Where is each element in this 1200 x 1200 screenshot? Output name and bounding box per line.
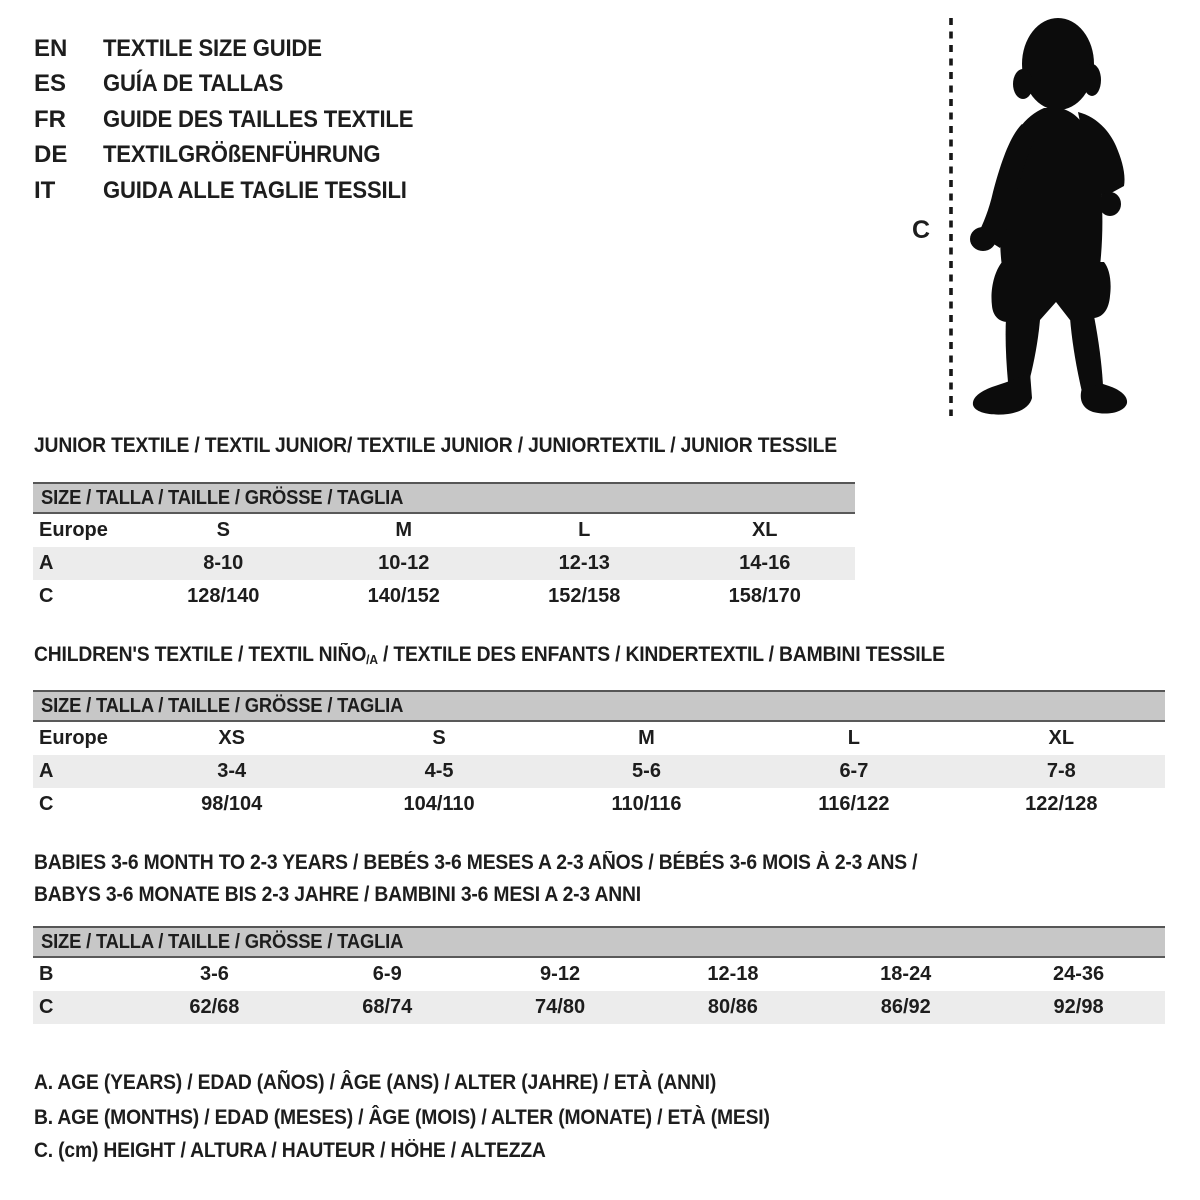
language-code: DE <box>34 141 68 169</box>
junior-title-text: JUNIOR TEXTILE / TEXTIL JUNIOR/ TEXTILE JUNIOR / JUNIORTEXTIL / JUNIOR TESSILE <box>34 434 837 457</box>
age-cell: 7-8 <box>1046 760 1076 782</box>
language-code: IT <box>34 176 56 204</box>
row-label: B <box>39 963 54 985</box>
children-size-table <box>33 690 1165 821</box>
age-months-row <box>33 958 1165 991</box>
size-header-label: SIZE / TALLA / TAILLE / GRÖSSE / TAGLIA <box>41 487 404 509</box>
height-measure-label: C <box>912 216 931 244</box>
row-label: C <box>39 996 54 1018</box>
language-row-fr <box>34 102 440 138</box>
babies-size-table <box>33 926 1165 1024</box>
size-cell: L <box>578 519 591 541</box>
language-row-es <box>34 67 440 103</box>
babies-section-title-line1 <box>34 851 994 875</box>
guide-title: GUIDA ALLE TAGLIE TESSILI <box>103 176 407 204</box>
age-cell: 4-5 <box>424 760 454 782</box>
language-code: FR <box>34 105 66 133</box>
age-cell: 12-18 <box>707 963 759 985</box>
language-code: ES <box>34 70 67 98</box>
age-cell: 24-36 <box>1052 963 1105 985</box>
size-cell: XS <box>218 727 246 749</box>
height-cm-row <box>33 991 1165 1024</box>
age-cell: 8-10 <box>203 552 244 574</box>
row-label: A <box>39 760 54 782</box>
baby-silhouette <box>970 18 1127 415</box>
babies-title-text-line1: BABIES 3-6 MONTH TO 2-3 YEARS / BEBÉS 3-6 MESES A 2-3 AÑOS / BÉBÉS 3-6 MOIS À 2-3 ANS / <box>34 851 918 874</box>
junior-size-table <box>33 482 855 613</box>
guide-title: GUIDE DES TAILLES TEXTILE <box>103 105 414 133</box>
babies-section-title-line2 <box>34 883 694 907</box>
height-cell: 86/92 <box>880 996 931 1018</box>
row-label: Europe <box>39 727 108 749</box>
age-cell: 9-12 <box>540 963 581 985</box>
children-title-suffix: /A <box>366 652 378 667</box>
age-cell: 3-4 <box>217 760 247 782</box>
language-code: EN <box>34 34 68 62</box>
legend-age-years-text: A. AGE (YEARS) / EDAD (AÑOS) / ÂGE (ANS) / ALTER (JAHRE) / ETÀ (ANNI) <box>34 1071 717 1094</box>
age-years-row <box>33 547 855 580</box>
europe-size-row <box>33 722 1165 755</box>
children-title-pre: CHILDREN'S TEXTILE / TEXTIL NIÑO <box>34 643 367 666</box>
height-cm-row <box>33 788 1165 821</box>
legend-age-months <box>34 1106 834 1130</box>
size-cell: XL <box>1048 727 1075 749</box>
guide-title: GUÍA DE TALLAS <box>103 70 284 98</box>
height-cell: 122/128 <box>1025 793 1098 815</box>
height-cell: 80/86 <box>707 996 758 1018</box>
age-cell: 10-12 <box>378 552 430 574</box>
age-cell: 18-24 <box>880 963 932 985</box>
children-title-post: / TEXTILE DES ENFANTS / KINDERTEXTIL / BAMBINI TESSILE <box>377 643 945 666</box>
size-cell: XL <box>751 519 778 541</box>
babies-title-text-line2: BABYS 3-6 MONATE BIS 2-3 JAHRE / BAMBINI 3-6 MESI A 2-3 ANNI <box>34 883 641 906</box>
size-cell: M <box>638 727 655 749</box>
height-cell: 62/68 <box>189 996 240 1018</box>
height-cell: 158/170 <box>728 585 801 607</box>
height-cell: 104/110 <box>403 793 475 815</box>
height-cell: 128/140 <box>187 585 260 607</box>
age-cell: 12-13 <box>558 552 610 574</box>
height-cell: 110/116 <box>611 793 682 815</box>
size-cell: L <box>847 727 860 749</box>
height-cm-row <box>33 580 855 613</box>
age-cell: 3-6 <box>199 963 229 985</box>
children-title-text <box>34 643 945 667</box>
size-header-label: SIZE / TALLA / TAILLE / GRÖSSE / TAGLIA <box>41 931 404 953</box>
legend-height-cm-text: C. (cm) HEIGHT / ALTURA / HAUTEUR / HÖHE / ALTEZZA <box>34 1139 546 1162</box>
height-cell: 140/152 <box>367 585 440 607</box>
size-cell: S <box>432 727 446 749</box>
size-header-label: SIZE / TALLA / TAILLE / GRÖSSE / TAGLIA <box>41 695 404 717</box>
height-cell: 74/80 <box>535 996 586 1018</box>
row-label: Europe <box>39 519 108 541</box>
size-header-band <box>33 690 1165 722</box>
age-cell: 5-6 <box>632 760 661 782</box>
europe-size-row <box>33 514 855 547</box>
age-years-row <box>33 755 1165 788</box>
height-cell: 116/122 <box>818 793 890 815</box>
age-cell: 6-9 <box>372 963 402 985</box>
age-cell: 14-16 <box>739 552 791 574</box>
legend-age-months-text: B. AGE (MONTHS) / EDAD (MESES) / ÂGE (MOIS) / ALTER (MONATE) / ETÀ (MESI) <box>34 1106 770 1129</box>
height-cell: 98/104 <box>201 793 263 815</box>
row-label: C <box>39 793 54 815</box>
height-cell: 68/74 <box>362 996 413 1018</box>
language-row-it <box>34 173 440 209</box>
language-row-en <box>34 31 440 67</box>
legend-age-years <box>34 1071 775 1095</box>
children-section-title <box>34 643 1024 667</box>
row-label: A <box>39 552 54 574</box>
language-title-block <box>34 31 440 209</box>
legend-height-cm <box>34 1139 590 1163</box>
junior-section-title <box>34 434 907 458</box>
guide-title: TEXTILGRÖßENFÜHRUNG <box>103 141 381 169</box>
baby-silhouette-figure <box>900 10 1160 425</box>
height-cell: 152/158 <box>548 585 621 607</box>
language-row-de <box>34 138 440 174</box>
size-cell: S <box>216 519 230 541</box>
guide-title: TEXTILE SIZE GUIDE <box>103 34 322 62</box>
age-cell: 6-7 <box>839 760 869 782</box>
height-cell: 92/98 <box>1053 996 1104 1018</box>
size-cell: M <box>395 519 413 541</box>
row-label: C <box>39 585 54 607</box>
size-header-band <box>33 926 1165 958</box>
size-header-band <box>33 482 855 514</box>
